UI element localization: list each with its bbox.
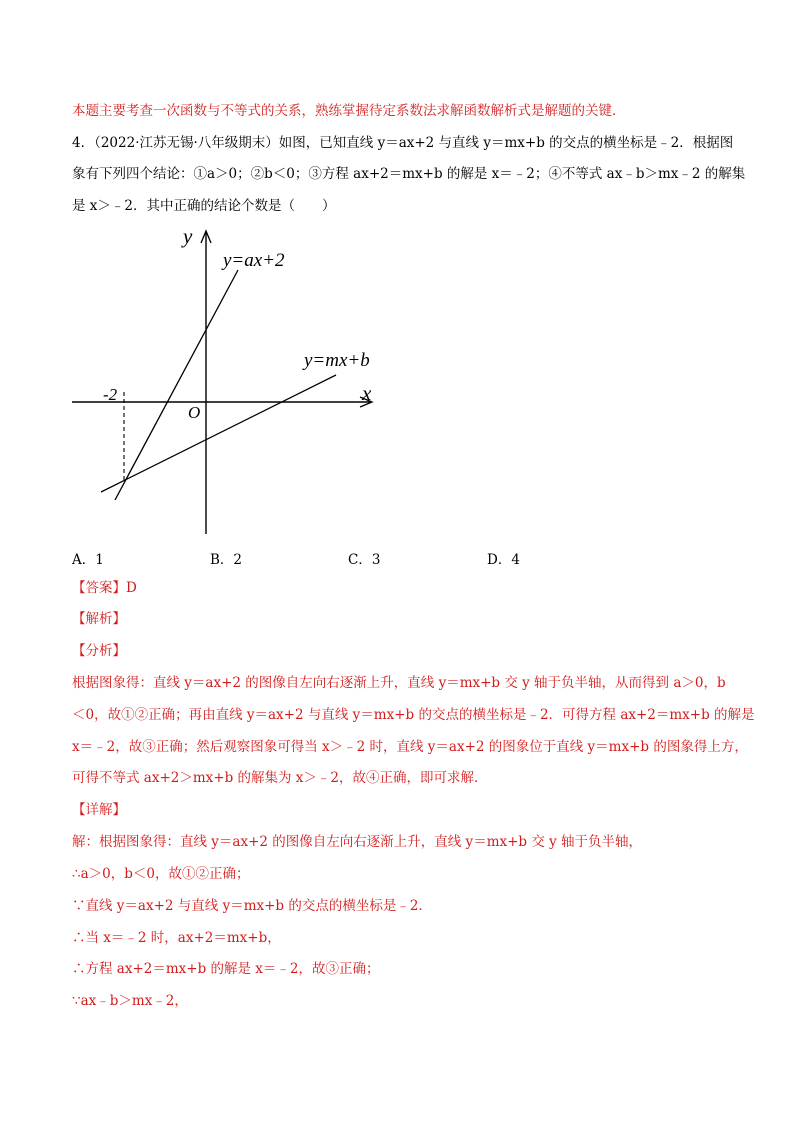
line1-label: y=ax+2 bbox=[223, 250, 285, 271]
detail-header: 【详解】 bbox=[72, 802, 126, 818]
x-axis-label: x bbox=[362, 381, 372, 405]
line-ax-plus-2 bbox=[115, 270, 238, 500]
analysis-header: 【解析】 bbox=[72, 611, 126, 627]
option-c: C．3 bbox=[348, 552, 381, 568]
line-mx-plus-b bbox=[101, 375, 336, 492]
detail-line-4: ∴当 x＝﹣2 时，ax+2＝mx+b， bbox=[72, 930, 281, 946]
option-d: D．4 bbox=[487, 552, 520, 568]
fenxi-header: 【分析】 bbox=[72, 643, 126, 659]
detail-line-5: ∴方程 ax+2＝mx+b 的解是 x＝﹣2，故③正确； bbox=[72, 961, 380, 977]
y-axis-label: y bbox=[183, 224, 193, 248]
fenxi-line-2: ＜0，故①②正确；再由直线 y＝ax+2 与直线 y＝mx+b 的交点的横坐标是﹣2．可得方程 ax+2＝mx+b 的解是 bbox=[72, 707, 755, 723]
answer-label: 【答案】D bbox=[72, 580, 137, 596]
question-line-1: 4．（2022·江苏无锡·八年级期末）如图，已知直线 y＝ax+2 与直线 y＝mx+b 的交点的横坐标是﹣2．根据图 bbox=[72, 135, 734, 151]
line2-label: y=mx+b bbox=[304, 350, 370, 371]
option-b: B．2 bbox=[210, 552, 243, 568]
origin-label: O bbox=[188, 403, 201, 422]
fenxi-line-1: 根据图象得：直线 y＝ax+2 的图像自左向右逐渐上升，直线 y＝mx+b 交 y 轴于负半轴，从而得到 a＞0，b bbox=[72, 675, 726, 691]
question-line-2: 象有下列四个结论：①a＞0；②b＜0；③方程 ax+2＝mx+b 的解是 x＝﹣2；④不等式 ax﹣b＞mx﹣2 的解集 bbox=[72, 166, 746, 182]
option-a: A．1 bbox=[72, 552, 104, 568]
detail-line-1: 解：根据图象得：直线 y＝ax+2 的图像自左向右逐渐上升，直线 y＝mx+b 交 y 轴于负半轴， bbox=[72, 834, 643, 850]
detail-line-2: ∴a＞0，b＜0，故①②正确； bbox=[72, 866, 250, 882]
detail-line-3: ∵直线 y＝ax+2 与直线 y＝mx+b 的交点的横坐标是﹣2． bbox=[72, 898, 432, 914]
detail-line-6: ∵ax﹣b＞mx﹣2， bbox=[72, 993, 188, 1009]
neg-two-label: -2 bbox=[103, 385, 118, 404]
question-line-3: 是 x＞﹣2．其中正确的结论个数是（ ） bbox=[72, 198, 336, 214]
summary-text: 本题主要考查一次函数与不等式的关系，熟练掌握待定系数法求解函数解析式是解题的关键． bbox=[72, 103, 626, 119]
fenxi-line-4: 可得不等式 ax+2＞mx+b 的解集为 x＞﹣2，故④正确，即可求解． bbox=[72, 770, 488, 786]
fenxi-line-3: x＝﹣2，故③正确；然后观察图象可得当 x＞﹣2 时，直线 y＝ax+2 的图象位于直线 y＝mx+b 的图象得上方， bbox=[72, 739, 748, 755]
